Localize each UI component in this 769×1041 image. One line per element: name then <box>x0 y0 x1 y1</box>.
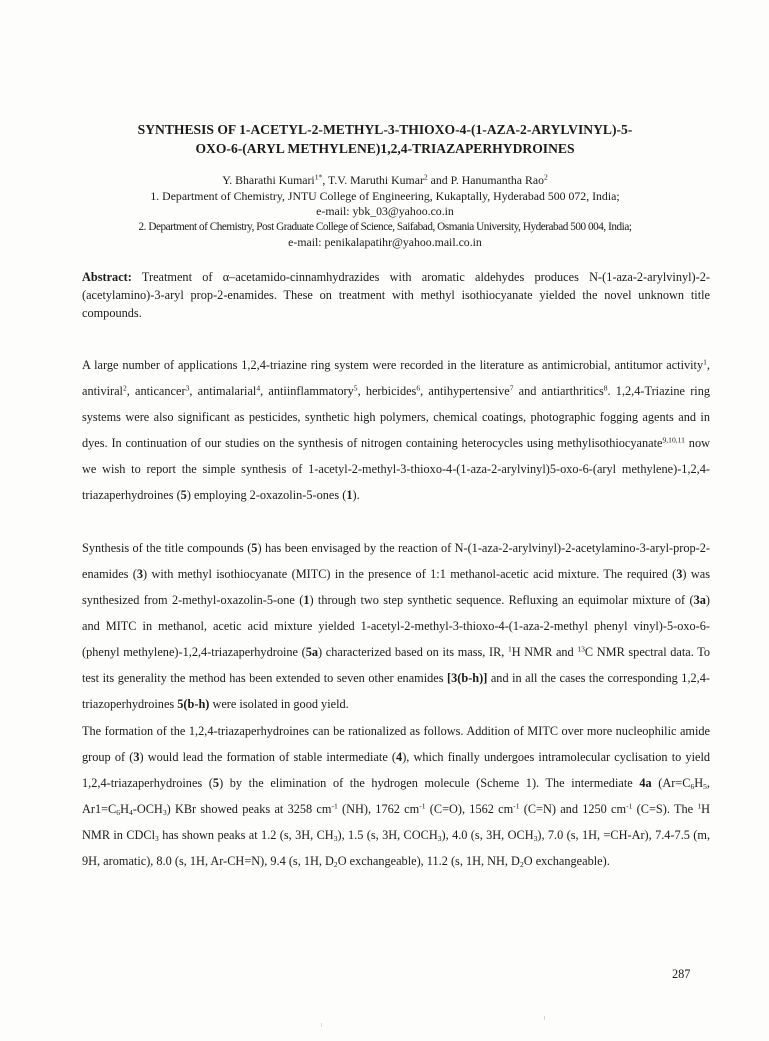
scan-speck <box>321 1023 322 1027</box>
body-paragraph-1: A large number of applications 1,2,4-triazine ring system were recorded in the literature as antimicrobial, antitumor activity$^1$, antiviral$^2$, anticancer$^3$, antimalarial$^4$, antiinflammatory$^5$, herbicides$^6$, antihypertensive$^7$ and antiarthritics$^8$. 1,2,4-Triazine ring systems were also significant as pesticides, synthetic high polymers, chemical coatings, photographic fogging agents and in dyes. In continuation of our studies on the synthesis of nitrogen containing heterocycles using methylisothiocyanate$^{9,10,11}$ now we wish to report the simple synthesis of 1-acetyl-2-methyl-3-thioxo-4-(1-aza-2-arylvinyl)5-oxo-6-(aryl methylene)-1,2,4-triazaperhydroines (5) employing 2-oxazolin-5-ones (1). <box>82 357 711 502</box>
body-paragraph-3: The formation of the 1,2,4-triazaperhydroines can be rationalized as follows. Addition of MITC over more nucleophilic amide group of (3) would lead the formation of stable intermediate (4), which finally undergoes intramolecular cyclisation to yield 1,2,4-triazaperhydroines (5) by the elimination of the hydrogen molecule (Scheme 1). The intermediate 4a ($Ar=C_6H_5$, $Ar1=C_6H_4-OCH_3$) KBr showed peaks at 3258 $cm^{-1}$ (NH), 1762 $cm^{-1}$ (C=O), 1562 $cm^{-1}$ (C=N) and 1250 $cm^{-1}$ (C=S). The $^1$H NMR in CDCl$_3$ has shown peaks at 1.2 (s, 3H, $CH_3$), 1.5 (s, 3H, $COCH_3$), 4.0 (s, 3H, $OCH_3$), 7.0 (s, 1H, =CH-Ar), 7.4-7.5 (m, 9H, aromatic), 8.0 (s, 1H, Ar-CH=N), 9.4 (s, 1H, $D_2O$ exchangeable), 11.2 (s, 1H, NH, $D_2O$ exchangeable). <box>82 724 711 869</box>
abstract-text: Treatment of α–acetamido-cinnamhydrazides with aromatic aldehydes produces N-(1-aza-2-arylvinyl)-2-(acetylamino)-3-aryl prop-2-enamides. These on treatment with methyl isothiocyanate yielded the novel unknown title compounds. <box>82 270 710 320</box>
affiliation-1: 1. Department of Chemistry, JNTU College of Engineering, Kukaptally, Hyderabad 500 072, India; <box>150 188 620 203</box>
paper-title <box>100 120 670 158</box>
page-number: 287 <box>672 967 691 981</box>
abstract-label: Abstract: <box>82 270 132 284</box>
abstract <box>82 268 710 322</box>
author-block <box>40 173 730 251</box>
scan-speck <box>544 1016 545 1020</box>
title-line-2: OXO-6-(ARYL METHYLENE)1,2,4-TRIAZAPERHYDROINES <box>195 141 575 156</box>
email-2: e-mail: penikalapatihr@yahoo.mail.co.in <box>288 235 482 249</box>
author-line: Y. Bharathi Kumari$^{1*}$, T.V. Maruthi Kumar$^2$ and P. Hanumantha Rao$^2$ <box>222 172 548 187</box>
title-line-1: SYNTHESIS OF 1-ACETYL-2-METHYL-3-THIOXO-4-(1-AZA-2-ARYLVINYL)-5- <box>137 122 633 137</box>
email-1: e-mail: ybk_03@yahoo.co.in <box>316 204 454 218</box>
affiliation-2: 2. Department of Chemistry, Post Graduate College of Science, Saifabad, Osmania University, Hyderabad 500 004, India; <box>138 220 632 233</box>
body-paragraph-2: Synthesis of the title compounds (5) has been envisaged by the reaction of N-(1-aza-2-arylvinyl)-2-acetylamino-3-aryl-prop-2-enamides (3) with methyl isothiocyanate (MITC) in the presence of 1:1 methanol-acetic acid mixture. The required (3) was synthesized from 2-methyl-oxazolin-5-one (1) through two step synthetic sequence. Refluxing an equimolar mixture of (3a) and MITC in methanol, acetic acid mixture yielded 1-acetyl-2-methyl-3-thioxo-4-(1-aza-2-methyl phenyl vinyl)-5-oxo-6-(phenyl methylene)-1,2,4-triazaperhydroine (5a) characterized based on its mass, IR, $^1$H NMR and $^{13}$C NMR spectral data. To test its generality the method has been extended to seven other enamides [3(b-h)] and in all the cases the corresponding 1,2,4-triazoperhydroines 5(b-h) were isolated in good yield. <box>82 541 711 711</box>
